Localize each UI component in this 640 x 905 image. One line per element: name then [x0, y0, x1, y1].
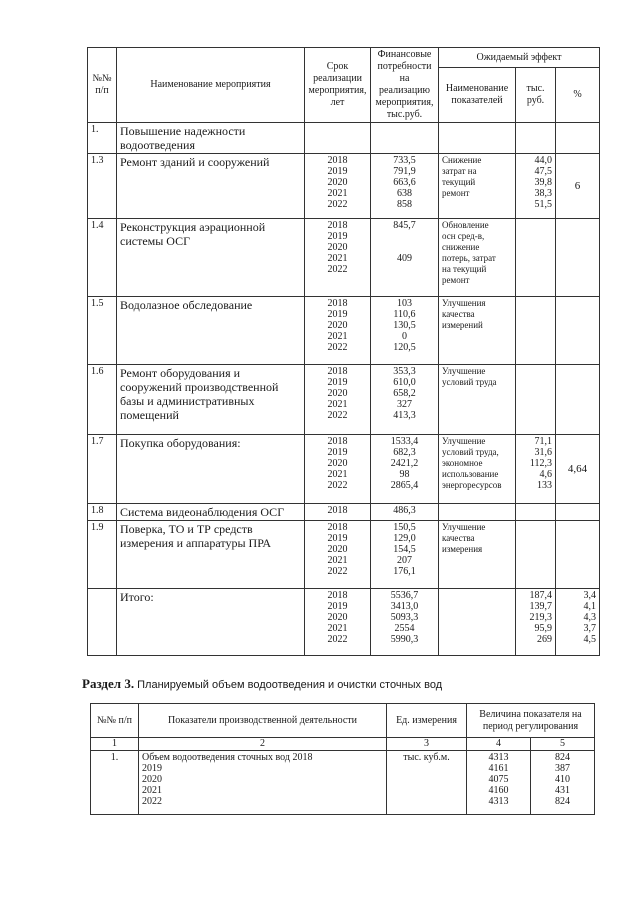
row-unit: тыс. куб.м. — [387, 751, 467, 815]
row-num: 1. — [88, 123, 117, 154]
row-finance: 845,7 409 — [371, 219, 439, 297]
table-row — [88, 435, 600, 504]
row-measure-name: Система видеонаблюдения ОСГ — [117, 504, 305, 521]
table-row — [88, 521, 600, 589]
row-num: 1.4 — [88, 219, 117, 297]
row-measure-name: Водолазное обследование — [117, 297, 305, 365]
row-finance: 5536,7 3413,0 5093,3 2554 5990,3 — [371, 589, 439, 656]
row-years: 2018 2019 2020 2021 2022 — [305, 219, 371, 297]
row-years: 2018 2019 2020 2021 2022 — [305, 154, 371, 219]
header-tys-rub: тыс. руб. — [516, 68, 556, 123]
row-measure-name: Поверка, ТО и ТР средств измерения и аппаратуры ПРА — [117, 521, 305, 589]
measures-table — [87, 47, 600, 656]
row-effect: Снижение затрат на текущий ремонт — [439, 154, 516, 219]
row-num: 1.5 — [88, 297, 117, 365]
row-num: 1.8 — [88, 504, 117, 521]
row-num: 1.7 — [88, 435, 117, 504]
table-row — [88, 504, 600, 521]
header-value: Величина показателя на период регулирования — [467, 704, 595, 738]
row-measure-name: Ремонт зданий и сооружений — [117, 154, 305, 219]
row-finance: 733,5 791,9 663,6 638 858 — [371, 154, 439, 219]
header-percent: % — [556, 68, 600, 123]
header-num: №№ п/п — [91, 704, 139, 738]
row-num — [88, 589, 117, 656]
row-effect: Обновление осн сред-в, снижение потерь, затрат на текущий ремонт — [439, 219, 516, 297]
volume-table — [90, 703, 595, 815]
row-num: 1.9 — [88, 521, 117, 589]
row-effect: Улучшение качества измерения — [439, 521, 516, 589]
section-3-title — [82, 676, 442, 692]
row-col5: 824 387 410 431 824 — [531, 751, 595, 815]
row-years: 2018 2019 2020 2021 2022 — [305, 297, 371, 365]
row-num: 1.3 — [88, 154, 117, 219]
row-finance: 353,3 610,0 658,2 327 413,3 — [371, 365, 439, 435]
row-effect-percent: 4,64 — [556, 435, 600, 504]
header-indicator: Показатели производственной деятельности — [139, 704, 387, 738]
row-measure-name: Покупка оборудования: — [117, 435, 305, 504]
table-row — [88, 589, 600, 656]
section-3-heading: Планируемый объем водоотведения и очистки сточных вод — [137, 679, 443, 691]
row-col4: 4313 4161 4075 4160 4313 — [467, 751, 531, 815]
row-measure-name: Ремонт оборудования и сооружений производственной базы и административных помещений — [117, 365, 305, 435]
header-term: Срок реализации мероприятия, лет — [305, 48, 371, 123]
row-effect-percent: 3,4 4,1 4,3 3,7 4,5 — [556, 589, 600, 656]
row-years: 2018 2019 2020 2021 2022 — [305, 365, 371, 435]
row-effect-tys: 44,0 47,5 39,8 38,3 51,5 — [516, 154, 556, 219]
row-finance: 150,5 129,0 154,5 207 176,1 — [371, 521, 439, 589]
row-indicator: Объем водоотведения сточных вод 2018 2019 2020 2021 2022 — [139, 751, 387, 815]
row-finance: 103 110,6 130,5 0 120,5 — [371, 297, 439, 365]
row-effect-tys: 187,4 139,7 219,3 95,9 269 — [516, 589, 556, 656]
header-expected-effect: Ожидаемый эффект — [439, 48, 600, 68]
row-effect-tys: 71,1 31,6 112,3 4,6 133 — [516, 435, 556, 504]
row-effect: Улучшения качества измерений — [439, 297, 516, 365]
table-row — [88, 297, 600, 365]
col-number: 3 — [387, 738, 467, 751]
col-number: 4 — [467, 738, 531, 751]
header-measure-name: Наименование мероприятия — [117, 48, 305, 123]
col-number: 1 — [91, 738, 139, 751]
row-years: 2018 2019 2020 2021 2022 — [305, 435, 371, 504]
row-num: 1. — [91, 751, 139, 815]
row-num: 1.6 — [88, 365, 117, 435]
row-effect-percent: 6 — [556, 154, 600, 219]
section-3-label: Раздел 3. — [82, 676, 135, 691]
col-number: 2 — [139, 738, 387, 751]
table-row — [88, 154, 600, 219]
row-years: 2018 2019 2020 2021 2022 — [305, 521, 371, 589]
row-measure-name: Повышение надежности водоотведения — [117, 123, 305, 154]
table-row — [91, 751, 595, 815]
row-years: 2018 2019 2020 2021 2022 — [305, 589, 371, 656]
header-finance: Финансовые потребности на реализацию мероприятия, тыс.руб. — [371, 48, 439, 123]
col-number: 5 — [531, 738, 595, 751]
row-finance: 1533,4 682,3 2421,2 98 2865,4 — [371, 435, 439, 504]
total-label: Итого: — [117, 589, 305, 656]
table-row — [88, 123, 600, 154]
row-effect: Улучшение условий труда, экономное использование энергоресурсов — [439, 435, 516, 504]
table-row — [88, 365, 600, 435]
row-years: 2018 — [305, 504, 371, 521]
header-unit: Ед. измерения — [387, 704, 467, 738]
header-num: №№ п/п — [88, 48, 117, 123]
row-measure-name: Реконструкция аэрационной системы ОСГ — [117, 219, 305, 297]
table-row — [88, 219, 600, 297]
row-effect: Улучшение условий труда — [439, 365, 516, 435]
row-finance: 486,3 — [371, 504, 439, 521]
header-indicator-name: Наименование показателей — [439, 68, 516, 123]
